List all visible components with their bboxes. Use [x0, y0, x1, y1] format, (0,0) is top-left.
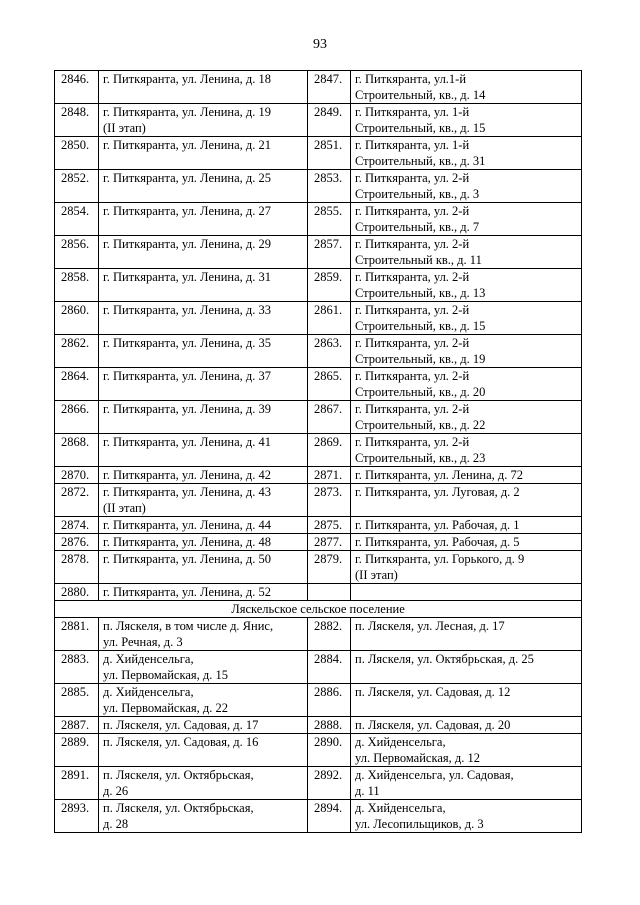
table-row	[55, 767, 582, 800]
entry-address	[351, 302, 582, 335]
address-line: г. Питкяранта, ул. 2-й	[355, 336, 470, 350]
table-row	[55, 684, 582, 717]
address-line: Строительный, кв., д. 19	[355, 352, 486, 366]
entry-number: 2864.	[55, 368, 99, 401]
table-row	[55, 170, 582, 203]
address-line: ул. Первомайская, д. 12	[355, 751, 480, 765]
entry-number: 2894.	[308, 800, 351, 833]
entry-number: 2889.	[55, 734, 99, 767]
address-line: Строительный, кв., д. 22	[355, 418, 486, 432]
address-line: г. Питкяранта, ул. Ленина, д. 50	[103, 552, 271, 566]
address-line: г. Питкяранта, ул. Ленина, д. 29	[103, 237, 271, 251]
entry-address	[351, 484, 582, 517]
entry-address	[351, 551, 582, 584]
entry-number: 2890.	[308, 734, 351, 767]
entry-address	[351, 368, 582, 401]
entry-number: 2885.	[55, 684, 99, 717]
table-row	[55, 651, 582, 684]
entry-number: 2886.	[308, 684, 351, 717]
address-line: г. Питкяранта, ул. Рабочая, д. 1	[355, 518, 520, 532]
entry-address	[351, 203, 582, 236]
entry-address	[99, 401, 308, 434]
address-line: г. Питкяранта, ул. Ленина, д. 41	[103, 435, 271, 449]
address-line: г. Питкяранта, ул.1-й	[355, 72, 467, 86]
address-line: (II этап)	[355, 568, 398, 582]
table-row	[55, 71, 582, 104]
table-row	[55, 401, 582, 434]
entry-number: 2887.	[55, 717, 99, 734]
table-row	[55, 137, 582, 170]
table-row	[55, 302, 582, 335]
entry-number: 2868.	[55, 434, 99, 467]
address-line: п. Ляскеля, ул. Садовая, д. 20	[355, 718, 511, 732]
address-line: г. Питкяранта, ул. Ленина, д. 37	[103, 369, 271, 383]
address-line: Строительный кв., д. 11	[355, 253, 482, 267]
entry-address	[351, 618, 582, 651]
entry-number: 2870.	[55, 467, 99, 484]
entry-address	[351, 684, 582, 717]
entry-number: 2879.	[308, 551, 351, 584]
address-line: Строительный, кв., д. 15	[355, 121, 486, 135]
entry-number: 2891.	[55, 767, 99, 800]
table-row	[55, 104, 582, 137]
entry-address	[99, 734, 308, 767]
entry-number: 2860.	[55, 302, 99, 335]
address-line: г. Питкяранта, ул. Ленина, д. 21	[103, 138, 271, 152]
entry-address	[99, 467, 308, 484]
address-line: д. 28	[103, 817, 129, 831]
entry-address	[99, 203, 308, 236]
address-line: д. Хийденсельга,	[103, 685, 194, 699]
entry-number: 2859.	[308, 269, 351, 302]
address-line: г. Питкяранта, ул. Ленина, д. 52	[103, 585, 271, 599]
table-row	[55, 434, 582, 467]
entry-number: 2888.	[308, 717, 351, 734]
address-line: п. Ляскеля, ул. Октябрьская, д. 25	[355, 652, 534, 666]
table-row	[55, 203, 582, 236]
address-line: г. Питкяранта, ул. 1-й	[355, 105, 470, 119]
address-line: г. Питкяранта, ул. Ленина, д. 35	[103, 336, 271, 350]
address-line: г. Питкяранта, ул. Луговая, д. 2	[355, 485, 520, 499]
entry-number: 2884.	[308, 651, 351, 684]
table-row	[55, 236, 582, 269]
address-line: д. Хийденсельга, ул. Садовая,	[355, 768, 514, 782]
address-table	[54, 70, 582, 833]
entry-number: 2847.	[308, 71, 351, 104]
entry-number: 2883.	[55, 651, 99, 684]
entry-address	[351, 401, 582, 434]
table-row	[55, 517, 582, 534]
entry-number: 2873.	[308, 484, 351, 517]
entry-number: 2856.	[55, 236, 99, 269]
entry-address	[99, 684, 308, 717]
address-line: (II этап)	[103, 501, 146, 515]
address-line: п. Ляскеля, ул. Октябрьская,	[103, 801, 254, 815]
entry-number: 2869.	[308, 434, 351, 467]
entry-number: 2867.	[308, 401, 351, 434]
address-line: п. Ляскеля, в том числе д. Янис,	[103, 619, 274, 633]
entry-address	[99, 368, 308, 401]
address-line: г. Питкяранта, ул. Ленина, д. 27	[103, 204, 271, 218]
table-row	[55, 734, 582, 767]
address-line: г. Питкяранта, ул. Ленина, д. 43	[103, 485, 271, 499]
entry-number: 2862.	[55, 335, 99, 368]
entry-address	[99, 104, 308, 137]
entry-number: 2872.	[55, 484, 99, 517]
address-line: п. Ляскеля, ул. Октябрьская,	[103, 768, 254, 782]
entry-number: 2878.	[55, 551, 99, 584]
table-row	[55, 484, 582, 517]
table-row	[55, 467, 582, 484]
address-line: г. Питкяранта, ул. 2-й	[355, 402, 470, 416]
entry-address	[99, 71, 308, 104]
entry-address	[351, 467, 582, 484]
entry-address	[99, 584, 308, 601]
entry-address	[351, 104, 582, 137]
table-row	[55, 800, 582, 833]
entry-address	[351, 651, 582, 684]
address-line: д. Хийденсельга,	[355, 801, 446, 815]
entry-address	[99, 484, 308, 517]
table-row	[55, 717, 582, 734]
address-line: Строительный, кв., д. 7	[355, 220, 480, 234]
address-line: д. Хийденсельга,	[355, 735, 446, 749]
address-line: Строительный, кв., д. 31	[355, 154, 486, 168]
entry-address	[99, 651, 308, 684]
page-number: 93	[313, 37, 327, 52]
entry-address	[99, 170, 308, 203]
entry-address	[99, 767, 308, 800]
entry-address	[351, 335, 582, 368]
table-row	[55, 618, 582, 651]
entry-number: 2866.	[55, 401, 99, 434]
address-line: г. Питкяранта, ул. Горького, д. 9	[355, 552, 525, 566]
address-line: г. Питкяранта, ул. 2-й	[355, 171, 470, 185]
entry-number: 2863.	[308, 335, 351, 368]
entry-address	[351, 767, 582, 800]
table-row	[55, 551, 582, 584]
address-line: г. Питкяранта, ул. 2-й	[355, 237, 470, 251]
entry-number: 2858.	[55, 269, 99, 302]
address-line: г. Питкяранта, ул. 2-й	[355, 369, 470, 383]
address-line: (II этап)	[103, 121, 146, 135]
entry-number: 2874.	[55, 517, 99, 534]
address-line: г. Питкяранта, ул. Ленина, д. 25	[103, 171, 271, 185]
section-title: Ляскельское сельское поселение	[55, 601, 582, 618]
address-line: Строительный, кв., д. 23	[355, 451, 486, 465]
entry-address	[351, 517, 582, 534]
table-row	[55, 534, 582, 551]
entry-number: 2893.	[55, 800, 99, 833]
address-line: Строительный, кв., д. 20	[355, 385, 486, 399]
entry-address	[99, 534, 308, 551]
address-line: ул. Речная, д. 3	[103, 635, 183, 649]
entry-number: 2882.	[308, 618, 351, 651]
entry-address	[99, 517, 308, 534]
entry-number: 2877.	[308, 534, 351, 551]
entry-address	[351, 717, 582, 734]
address-line: п. Ляскеля, ул. Садовая, д. 12	[355, 685, 511, 699]
entry-number: 2875.	[308, 517, 351, 534]
entry-number: 2881.	[55, 618, 99, 651]
address-line: г. Питкяранта, ул. Ленина, д. 72	[355, 468, 523, 482]
address-line: г. Питкяранта, ул. 2-й	[355, 270, 470, 284]
address-line: г. Питкяранта, ул. Ленина, д. 39	[103, 402, 271, 416]
entry-address	[99, 434, 308, 467]
address-line: Строительный, кв., д. 15	[355, 319, 486, 333]
address-line: г. Питкяранта, ул. Рабочая, д. 5	[355, 535, 520, 549]
entry-address	[351, 269, 582, 302]
address-line: п. Ляскеля, ул. Лесная, д. 17	[355, 619, 505, 633]
entry-number: 2850.	[55, 137, 99, 170]
entry-address	[99, 137, 308, 170]
entry-address	[351, 800, 582, 833]
address-line: г. Питкяранта, ул. 1-й	[355, 138, 470, 152]
entry-number: 2857.	[308, 236, 351, 269]
table-row	[55, 368, 582, 401]
address-line: г. Питкяранта, ул. Ленина, д. 42	[103, 468, 271, 482]
address-line: г. Питкяранта, ул. 2-й	[355, 435, 470, 449]
entry-address	[351, 734, 582, 767]
table-row	[55, 584, 582, 601]
entry-number: 2848.	[55, 104, 99, 137]
entry-address	[99, 717, 308, 734]
entry-address	[99, 551, 308, 584]
entry-number	[308, 584, 351, 601]
address-line: г. Питкяранта, ул. Ленина, д. 33	[103, 303, 271, 317]
table-row	[55, 335, 582, 368]
address-line: п. Ляскеля, ул. Садовая, д. 17	[103, 718, 259, 732]
address-line: Строительный, кв., д. 3	[355, 187, 480, 201]
entry-number: 2851.	[308, 137, 351, 170]
address-line: г. Питкяранта, ул. 2-й	[355, 204, 470, 218]
section-header-row	[55, 601, 582, 618]
entry-number: 2892.	[308, 767, 351, 800]
entry-number: 2865.	[308, 368, 351, 401]
address-line: г. Питкяранта, ул. Ленина, д. 19	[103, 105, 271, 119]
address-line: ул. Лесопильщиков, д. 3	[355, 817, 484, 831]
entry-address	[99, 236, 308, 269]
address-line: п. Ляскеля, ул. Садовая, д. 16	[103, 735, 259, 749]
entry-address	[99, 800, 308, 833]
entry-address	[99, 618, 308, 651]
address-line: д. 26	[103, 784, 129, 798]
entry-address	[351, 584, 582, 601]
entry-number: 2880.	[55, 584, 99, 601]
entry-number: 2846.	[55, 71, 99, 104]
entry-address	[351, 534, 582, 551]
address-line: г. Питкяранта, ул. Ленина, д. 48	[103, 535, 271, 549]
entry-number: 2861.	[308, 302, 351, 335]
entry-number: 2876.	[55, 534, 99, 551]
entry-address	[351, 434, 582, 467]
entry-number: 2852.	[55, 170, 99, 203]
entry-address	[351, 71, 582, 104]
entry-number: 2853.	[308, 170, 351, 203]
address-table-body	[55, 71, 582, 833]
entry-address	[351, 170, 582, 203]
entry-number: 2849.	[308, 104, 351, 137]
entry-address	[351, 137, 582, 170]
address-line: д. 11	[355, 784, 380, 798]
address-line: ул. Первомайская, д. 15	[103, 668, 228, 682]
address-line: г. Питкяранта, ул. Ленина, д. 44	[103, 518, 271, 532]
address-line: г. Питкяранта, ул. Ленина, д. 31	[103, 270, 271, 284]
entry-number: 2871.	[308, 467, 351, 484]
address-line: г. Питкяранта, ул. 2-й	[355, 303, 470, 317]
address-line: д. Хийденсельга,	[103, 652, 194, 666]
entry-address	[351, 236, 582, 269]
entry-address	[99, 269, 308, 302]
entry-address	[99, 302, 308, 335]
entry-number: 2854.	[55, 203, 99, 236]
address-line: Строительный, кв., д. 13	[355, 286, 486, 300]
table-row	[55, 269, 582, 302]
entry-number: 2855.	[308, 203, 351, 236]
address-line: Строительный, кв., д. 14	[355, 88, 486, 102]
entry-address	[99, 335, 308, 368]
address-line: ул. Первомайская, д. 22	[103, 701, 228, 715]
address-line: г. Питкяранта, ул. Ленина, д. 18	[103, 72, 271, 86]
